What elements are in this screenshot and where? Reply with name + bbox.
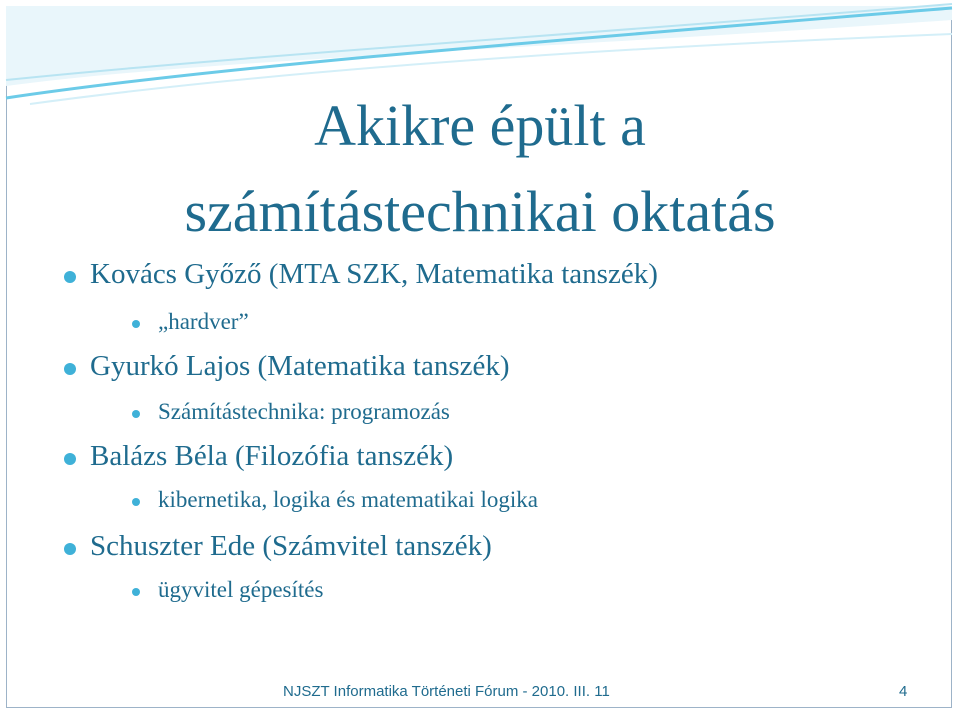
sub-bullet-item: kibernetika, logika és matematikai logika: [158, 487, 539, 512]
page-number: 4: [899, 683, 908, 700]
sub-bullet-dot: [132, 588, 140, 596]
sub-bullet-item: ügyvitel gépesítés: [158, 577, 324, 602]
bullet-dot: [64, 543, 76, 555]
footer-text: NJSZT Informatika Történeti Fórum - 2010. III. 11: [283, 683, 610, 700]
bullet-dot: [64, 363, 76, 375]
title-line-2: számítástechnikai oktatás: [184, 179, 776, 244]
title-line-1: Akikre épült a: [314, 93, 646, 158]
sub-bullet-dot: [132, 410, 140, 418]
bullet-item: Gyurkó Lajos (Matematika tanszék): [90, 350, 510, 382]
slide-title: [0, 94, 960, 244]
bullet-item: Kovács Győző (MTA SZK, Matematika tanszék): [90, 258, 658, 290]
sub-bullet-item: Számítástechnika: programozás: [158, 399, 450, 424]
bullet-dot: [64, 271, 76, 283]
sub-bullet-dot: [132, 320, 140, 328]
bullet-item: Schuszter Ede (Számvitel tanszék): [90, 530, 492, 562]
bullet-dot: [64, 453, 76, 465]
bullet-item: Balázs Béla (Filozófia tanszék): [90, 440, 454, 472]
sub-bullet-dot: [132, 498, 140, 506]
sub-bullet-item: „hardver”: [158, 309, 249, 334]
